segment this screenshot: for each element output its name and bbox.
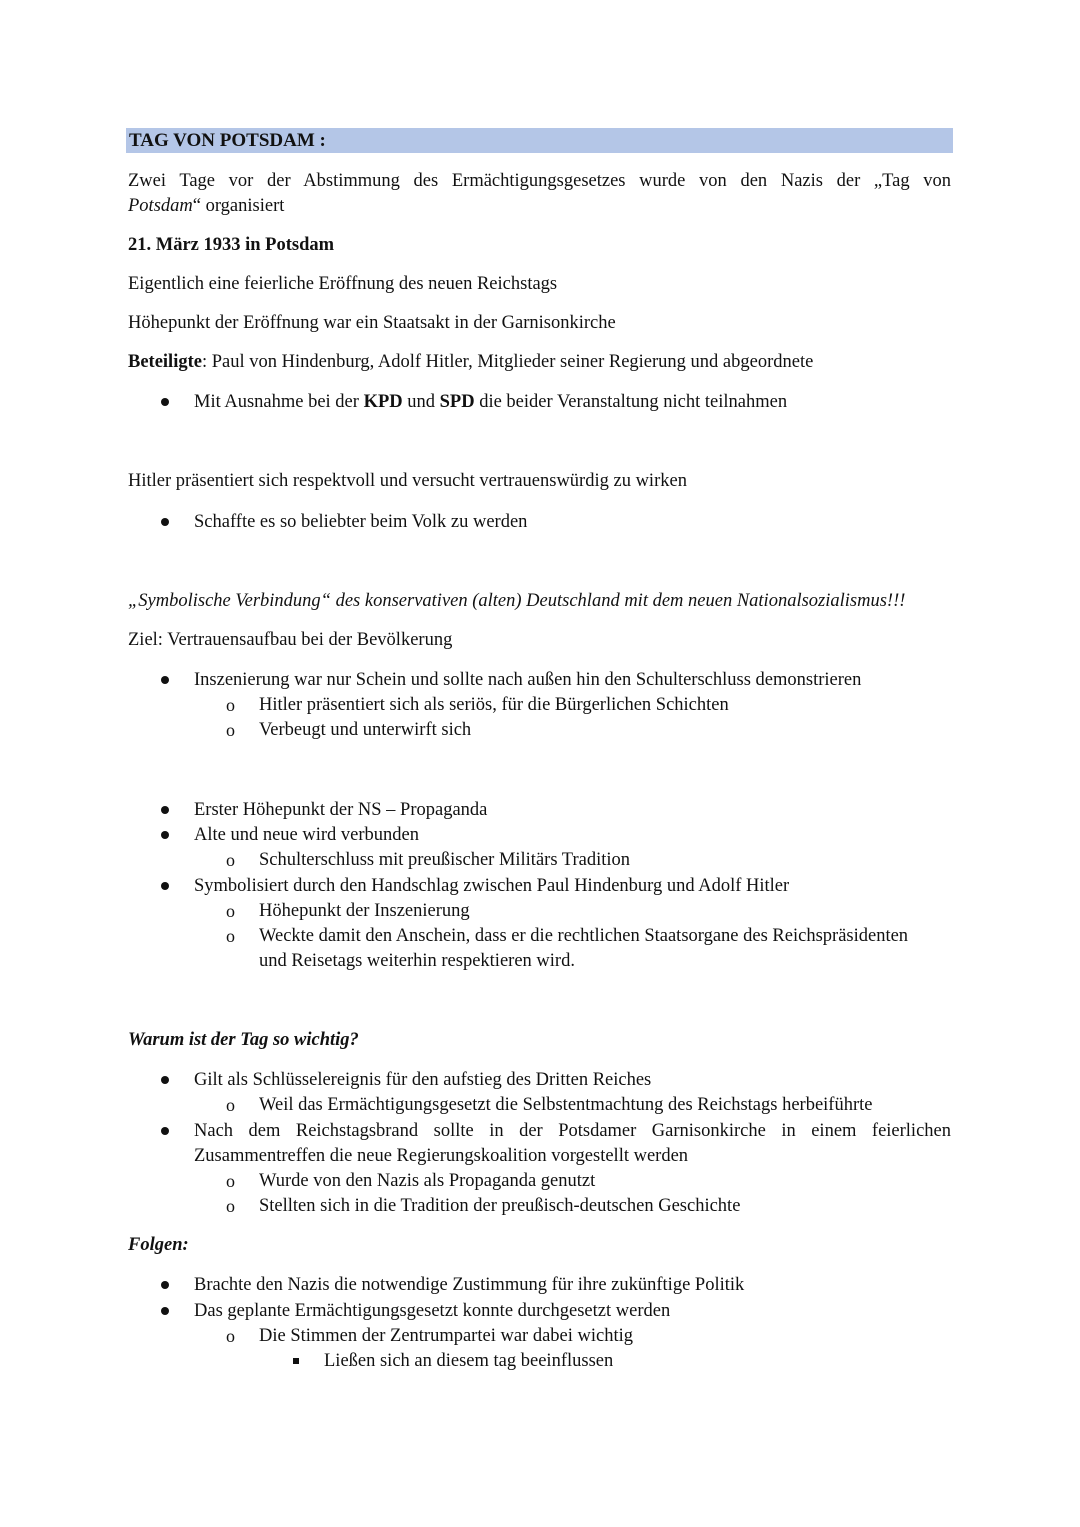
folgen-heading: Folgen: — [128, 1235, 189, 1255]
circle-marker: o — [226, 926, 235, 946]
bullet-dot — [161, 831, 169, 839]
bullet-2: Schaffte es so beliebter beim Volk zu werden — [194, 512, 528, 532]
bullet-3-sub-2: Verbeugt und unterwirft sich — [259, 720, 472, 740]
b1-kpd: KPD — [363, 392, 403, 412]
intro-line-2 — [128, 194, 284, 218]
bullet-3: Inszenierung war nur Schein und sollte nach außen hin den Schulterschluss demonstrieren — [194, 670, 862, 690]
paragraph-3: Hitler präsentiert sich respektvoll und versucht vertrauenswürdig zu wirken — [128, 471, 687, 491]
b1-post: die beider Veranstaltung nicht teilnahmen — [474, 392, 788, 412]
intro-italic: Potsdam — [128, 196, 193, 216]
bullet-dot — [161, 1127, 169, 1135]
paragraph-2: Höhepunkt der Eröffnung war ein Staatsakt in der Garnisonkirche — [128, 313, 616, 333]
circle-marker: o — [226, 720, 235, 740]
b1-spd: SPD — [439, 392, 475, 412]
bullet-5: Alte und neue wird verbunden — [194, 825, 420, 845]
bullet-dot — [161, 1281, 169, 1289]
bullet-dot — [161, 806, 169, 814]
bullet-7: Gilt als Schlüsselereignis für den aufstieg des Dritten Reiches — [194, 1070, 652, 1090]
circle-marker: o — [226, 695, 235, 715]
bullet-6-sub-1: Höhepunkt der Inszenierung — [259, 901, 470, 921]
beteiligte-label: Beteiligte — [128, 352, 202, 372]
bullet-dot — [161, 518, 169, 526]
symbolic-line: „Symbolische Verbindung“ des konservativen (alten) Deutschland mit dem neuen Nationalsozialismus!!! — [128, 591, 906, 611]
b1-mid: und — [402, 392, 440, 412]
bullet-4: Erster Höhepunkt der NS – Propaganda — [194, 800, 488, 820]
bullet-kpd-spd — [194, 390, 787, 414]
circle-marker: o — [226, 1095, 235, 1115]
bullet-10: Das geplante Ermächtigungsgesetzt konnte durchgesetzt werden — [194, 1301, 671, 1321]
warum-heading: Warum ist der Tag so wichtig? — [128, 1030, 359, 1050]
bullet-dot — [161, 882, 169, 890]
bullet-8-sub-2: Stellten sich in die Tradition der preußisch-deutschen Geschichte — [259, 1196, 741, 1216]
bullet-10-subsub-1: Ließen sich an diesem tag beeinflussen — [324, 1351, 614, 1371]
bullet-8-sub-1: Wurde von den Nazis als Propaganda genutzt — [259, 1171, 596, 1191]
bullet-9: Brachte den Nazis die notwendige Zustimmung für ihre zukünftige Politik — [194, 1275, 745, 1295]
bullet-6: Symbolisiert durch den Handschlag zwischen Paul Hindenburg und Adolf Hitler — [194, 876, 790, 896]
section-heading-bar — [126, 128, 953, 153]
bullet-6-sub-2-line-1: Weckte damit den Anschein, dass er die rechtlichen Staatsorgane des Reichspräsidenten — [259, 926, 909, 946]
bullet-6-sub-2-line-2: und Reisetags weiterhin respektieren wird. — [259, 951, 575, 971]
paragraph-1: Eigentlich eine feierliche Eröffnung des neuen Reichstags — [128, 274, 558, 294]
circle-marker: o — [226, 1326, 235, 1346]
bullet-8-line-2: Zusammentreffen die neue Regierungskoalition vorgestellt werden — [194, 1146, 689, 1166]
beteiligte-text: : Paul von Hindenburg, Adolf Hitler, Mitglieder seiner Regierung und abgeordnete — [201, 352, 814, 372]
circle-marker: o — [226, 901, 235, 921]
beteiligte-line — [128, 350, 813, 374]
section-heading: TAG VON POTSDAM : — [129, 130, 326, 151]
bullet-3-sub-1: Hitler präsentiert sich als seriös, für die Bürgerlichen Schichten — [259, 695, 729, 715]
bullet-7-sub-1: Weil das Ermächtigungsgesetzt die Selbstentmachtung des Reichstags herbeiführte — [259, 1095, 873, 1115]
bullet-dot — [161, 398, 169, 406]
bullet-dot — [161, 1307, 169, 1315]
circle-marker: o — [226, 1171, 235, 1191]
intro-line-1: Zwei Tage vor der Abstimmung des Ermächtigungsgesetzes wurde von den Nazis der „Tag von — [128, 171, 951, 191]
square-bullet — [293, 1358, 299, 1364]
ziel-line: Ziel: Vertrauensaufbau bei der Bevölkerung — [128, 630, 453, 650]
b1-pre: Mit Ausnahme bei der — [194, 392, 364, 412]
circle-marker: o — [226, 1196, 235, 1216]
intro-rest: “ organisiert — [192, 196, 285, 216]
bullet-dot — [161, 1076, 169, 1084]
date-line: 21. März 1933 in Potsdam — [128, 235, 335, 255]
bullet-5-sub-1: Schulterschluss mit preußischer Militärs Tradition — [259, 850, 631, 870]
bullet-8-line-1: Nach dem Reichstagsbrand sollte in der Potsdamer Garnisonkirche in einem feierlichen — [194, 1121, 951, 1141]
circle-marker: o — [226, 850, 235, 870]
bullet-dot — [161, 676, 169, 684]
bullet-10-sub-1: Die Stimmen der Zentrumpartei war dabei wichtig — [259, 1326, 633, 1346]
